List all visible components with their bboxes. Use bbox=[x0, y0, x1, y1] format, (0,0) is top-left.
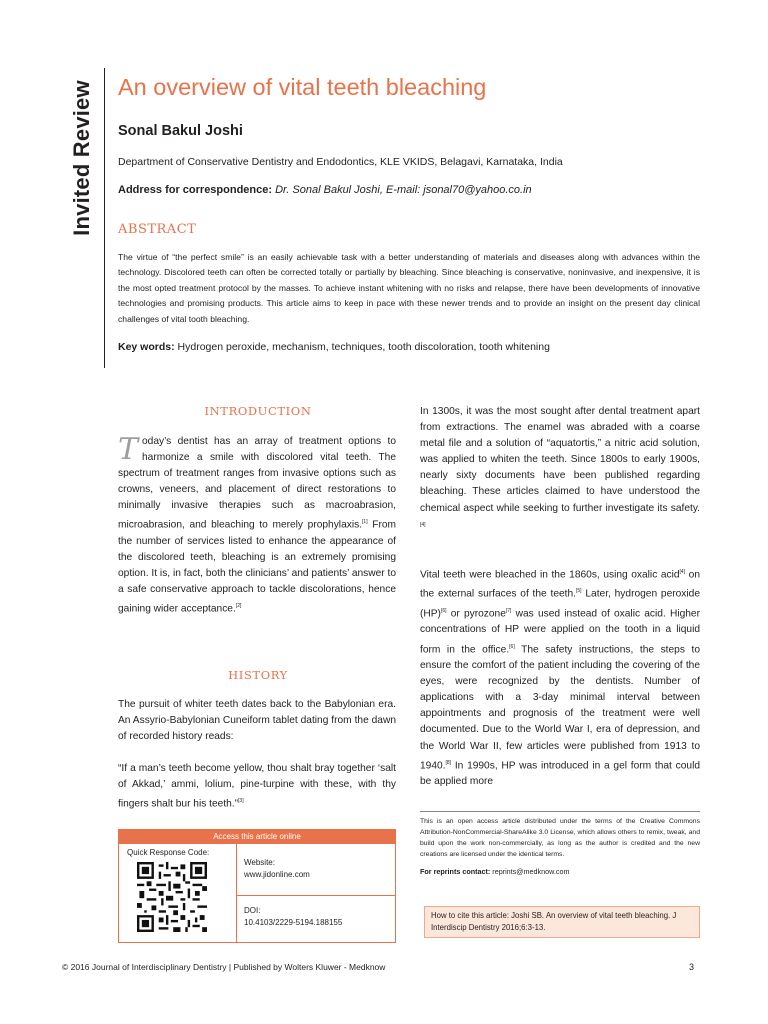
doi-label: DOI: bbox=[244, 906, 261, 915]
citation-ref[interactable]: [4] bbox=[679, 569, 686, 575]
page-footer: © 2016 Journal of Interdisciplinary Dentistry | Published by Wolters Kluwer - Medknow bbox=[62, 962, 386, 972]
article-title: An overview of vital teeth bleaching bbox=[118, 74, 487, 100]
quote-text: “If a man’s teeth become yellow, thou shalt bray together ‘salt of Akkad,’ ammi, lolium, pine-turpine with these, with thy fingers shalt bur his teeth.” bbox=[118, 763, 396, 810]
col2-text-2e: was used instead of oxalic acid. Higher concentrations of HP were applied on the tooth in a liquid form in the office. bbox=[420, 608, 700, 655]
access-divider-horizontal bbox=[236, 895, 396, 896]
col2-text-2c: Later, hydrogen peroxide (HP) bbox=[420, 588, 700, 620]
page-number: 3 bbox=[689, 962, 695, 972]
drop-cap: T bbox=[118, 432, 139, 467]
correspondence bbox=[118, 184, 532, 196]
introduction-body bbox=[118, 434, 396, 618]
article-type-label bbox=[62, 75, 102, 240]
license-divider bbox=[420, 811, 700, 812]
author-name: Sonal Bakul Joshi bbox=[118, 123, 243, 139]
citation-ref[interactable]: [3] bbox=[238, 798, 244, 805]
qr-label: Quick Response Code: bbox=[127, 848, 210, 857]
access-header: Access this article online bbox=[119, 830, 395, 844]
correspondence-label: Address for correspondence: bbox=[118, 184, 273, 196]
col2-text-2f: The safety instructions, the steps to ensure the comfort of the patient including the covering of the eyes, were recognized by the dentists. Number of applications with a 3-day minimal interval between appointments and prognosis of the treatment were well documented. Due to the World War I, era of depression, and the World War II, few articles were published from 1913 to 1940. bbox=[420, 643, 700, 771]
col2-paragraph-1 bbox=[420, 404, 700, 536]
article-type-text: Invited Review bbox=[69, 79, 94, 236]
keywords bbox=[118, 341, 550, 353]
reprints-contact bbox=[420, 867, 570, 876]
website-link[interactable]: www.jidonline.com bbox=[244, 870, 310, 879]
intro-text-1: oday’s dentist has an array of treatment options to harmonize a smile with discolored vital teeth. The spectrum of treatment ranges from invasive options such as crowns, veneers, and placement of direct restorations to minimally invasive therapies such as macroabrasion, microabrasion, and bleaching to merely prophylaxis. bbox=[118, 436, 396, 531]
abstract-text: The virtue of “the perfect smile” is an easily achievable task with a better understanding of materials and diseases along with advances within the technology. Discolored teeth can often be corrected totally or partially by bleaching. Since bleaching is conservative, noninvasive, and inexpensive, it is the most opted treatment protocol by the masses. To achieve instant whitening with no risks and relapse, there have been developments of innovative technologies and promising products. This article aims to keep in pace with these newer trends and to provide an insight on the present day clinical challenges of vital tooth bleaching. bbox=[118, 252, 700, 324]
col2-text-2b: on the external surfaces of the teeth. bbox=[420, 569, 701, 600]
citation-ref[interactable]: [7] bbox=[505, 607, 512, 614]
citation-ref[interactable]: [2] bbox=[235, 603, 242, 610]
citation-ref[interactable]: [6] bbox=[440, 607, 447, 614]
history-heading: HISTORY bbox=[228, 668, 288, 682]
reprints-email[interactable]: reprints@medknow.com bbox=[492, 867, 570, 876]
qr-code-icon[interactable] bbox=[137, 862, 207, 932]
how-to-cite-box: How to cite this article: Joshi SB. An overview of vital teeth bleaching. J Interdiscip Dentistry 2016;6:3-13. bbox=[424, 906, 700, 938]
col2-text-2g: In 1990s, HP was introduced in a gel form that could be applied more bbox=[420, 759, 700, 788]
col2-paragraph-2 bbox=[420, 564, 700, 790]
access-divider-vertical bbox=[236, 844, 237, 943]
abstract-heading: ABSTRACT bbox=[118, 222, 197, 237]
intro-text-2: From the number of services listed to enhance the appearance of the discolored teeth, bleaching is an extremely promising option. It is, in fact, both the clinicians’ and patients’ answer to a safe conservative approach to tackle discolorations, hence gaining wider acceptance. bbox=[118, 519, 396, 615]
col2-text-2a: Vital teeth were bleached in the 1860s, using oxalic acid bbox=[420, 569, 680, 581]
correspondence-email[interactable]: Dr. Sonal Bakul Joshi, E-mail: jsonal70@yahoo.co.in bbox=[275, 184, 532, 196]
introduction-heading: INTRODUCTION bbox=[204, 404, 312, 418]
col2-text-1: In 1300s, it was the most sought after dental treatment apart from extractions. The enamel was abraded with a coarse metal file and a solution of “aquatortis,” a nitric acid solution, was applied to whiten the teeth. Since 1800s to early 1900s, nearly sixty documents have been published regarding bleaching. These articles claimed to have understood the chemical aspect while seeking to further investigate its safety. bbox=[420, 406, 700, 514]
reprints-label: For reprints contact: bbox=[420, 867, 491, 876]
citation-ref[interactable]: [4] bbox=[420, 521, 426, 528]
history-paragraph: The pursuit of whiter teeth dates back to the Babylonian era. An Assyrio-Babylonian Cuneiform tablet dating from the dawn of recorded history reads: bbox=[118, 699, 396, 743]
col2-text-2d: or pyrozone bbox=[446, 608, 506, 620]
affiliation: Department of Conservative Dentistry and Endodontics, KLE VKIDS, Belagavi, Karnataka, India bbox=[118, 156, 563, 168]
keywords-list: Hydrogen peroxide, mechanism, techniques, tooth discoloration, tooth whitening bbox=[177, 341, 550, 353]
citation-ref[interactable]: [1] bbox=[362, 519, 368, 526]
access-online-box bbox=[118, 829, 396, 943]
citation-ref[interactable]: [8] bbox=[445, 759, 452, 766]
history-quote bbox=[118, 761, 396, 813]
citation-ref[interactable]: [6] bbox=[509, 643, 515, 650]
license-text: This is an open access article distributed under the terms of the Creative Commons Attribution-NonCommercial-ShareAlike 3.0 License, which allows others to remix, tweak, and build upon the work non-commercially, as long as the author is credited and the new creations are licensed under the identical terms. bbox=[420, 818, 700, 858]
doi-link[interactable]: 10.4103/2229-5194.188155 bbox=[244, 918, 343, 927]
citation-ref[interactable]: [5] bbox=[576, 588, 582, 595]
keywords-label: Key words: bbox=[118, 341, 175, 353]
side-divider bbox=[104, 68, 105, 368]
website-label: Website: bbox=[244, 858, 275, 867]
